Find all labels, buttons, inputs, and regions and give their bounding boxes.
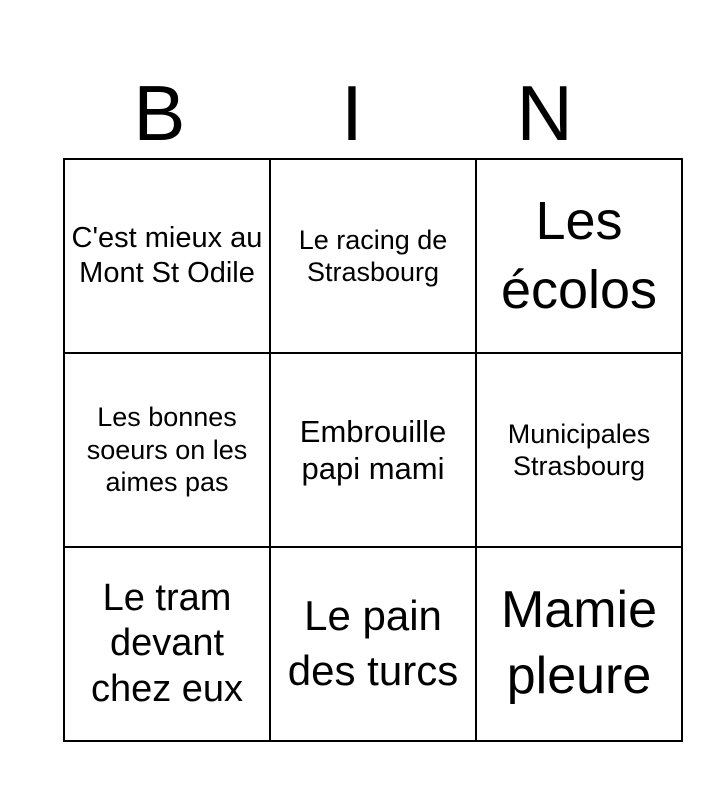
board-row [64,353,682,547]
bingo-cell[interactable]: Embrouille papi mami [270,353,476,547]
board-row [64,547,682,741]
header-letter-b: B [133,69,186,157]
bingo-header [63,68,641,158]
bingo-cell[interactable]: C'est mieux au Mont St Odile [64,159,270,353]
header-letter-n: N [516,69,573,157]
board-row [64,159,682,353]
bingo-cell[interactable]: Mamie pleure [476,547,682,741]
header-letter-i: I [341,69,363,157]
bingo-cell[interactable]: Le racing de Strasbourg [270,159,476,353]
bingo-cell[interactable]: Municipales Strasbourg [476,353,682,547]
bingo-cell[interactable]: Le pain des turcs [270,547,476,741]
bingo-cell[interactable]: Les bonnes soeurs on les aimes pas [64,353,270,547]
bingo-cell[interactable]: Le tram devant chez eux [64,547,270,741]
bingo-cell[interactable]: Les écolos [476,159,682,353]
bingo-board [63,158,683,742]
